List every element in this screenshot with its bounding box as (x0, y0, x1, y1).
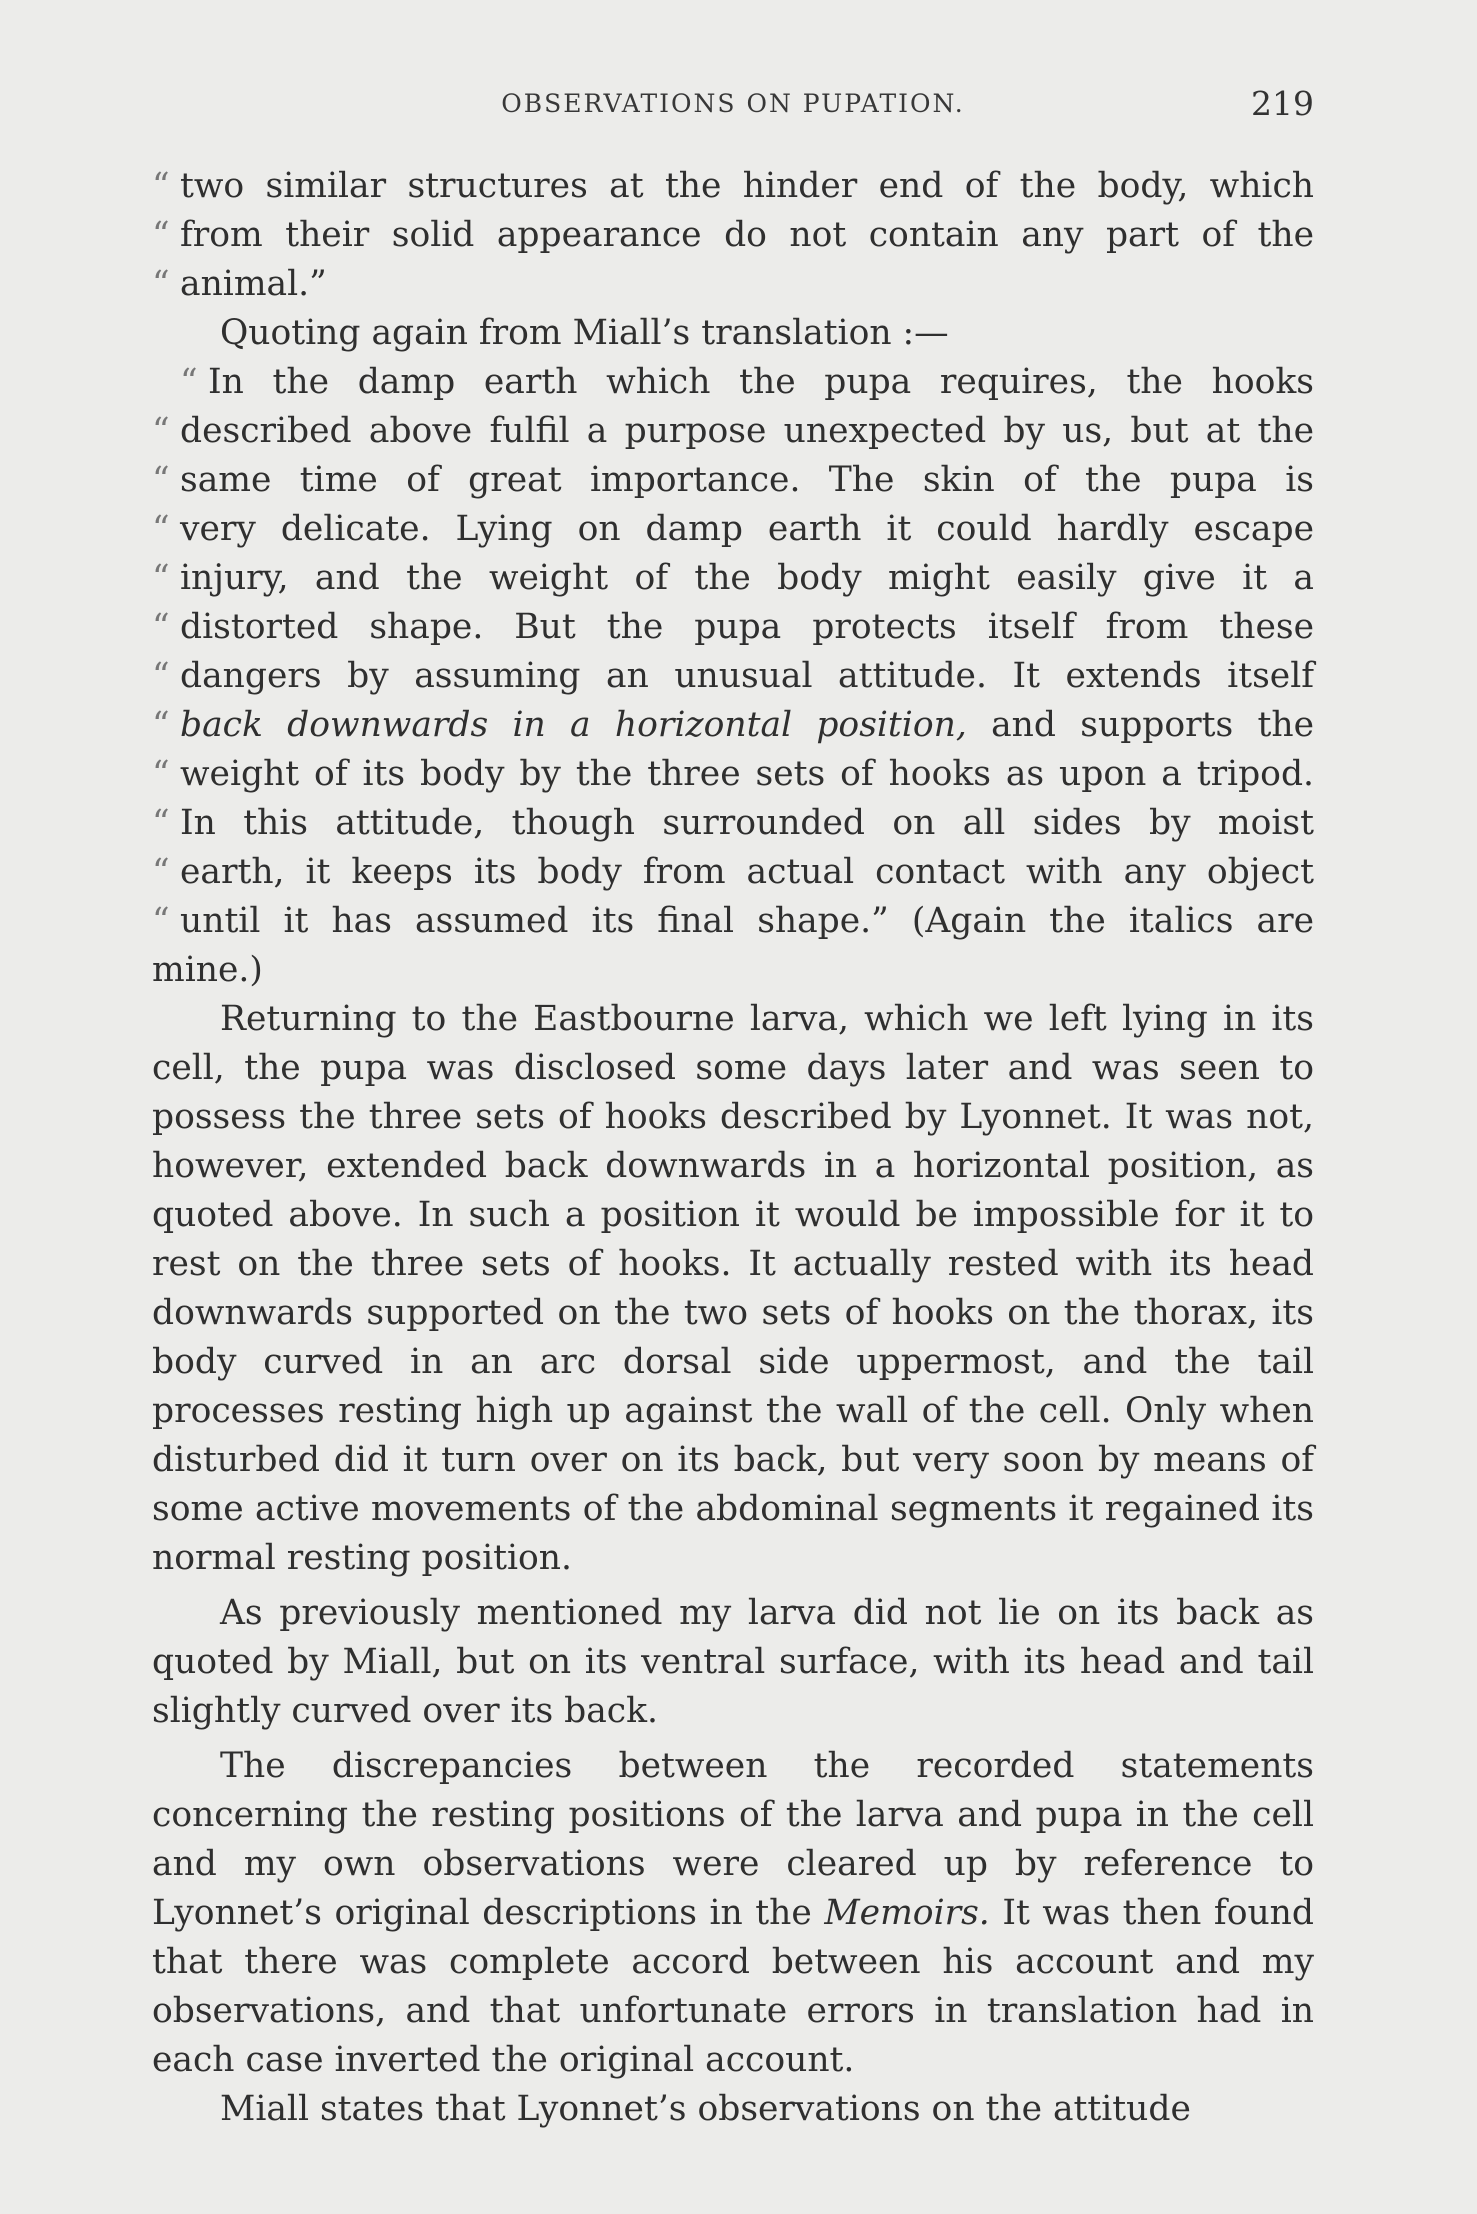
quote-line-text: distorted shape. But the pupa protects itself from these (180, 607, 1314, 647)
quote-mark: “ (152, 754, 170, 794)
quote-line (152, 358, 1314, 407)
italic-title: Memoirs. (824, 1893, 990, 1933)
quote-line (152, 162, 1314, 211)
intro-line: Quoting again from Miall’s translation :— (220, 313, 949, 353)
quote-line-text: same time of great importance. The skin of the pupa is (180, 460, 1314, 500)
quote-line-text: from their solid appearance do not contain any part of the (180, 215, 1314, 255)
quote-mark: “ (152, 460, 170, 500)
quote-line (152, 456, 1314, 505)
quote-mark: “ (180, 362, 198, 402)
quote-line (152, 505, 1314, 554)
quote-mark: “ (152, 509, 170, 549)
quote-line-text: and supports the (966, 705, 1314, 745)
paragraph: As previously mentioned my larva did not lie on its back as quoted by Miall, but on its ventral surface, with its head and tail slightly curved over its back. (152, 1593, 1314, 1731)
quote-line (152, 260, 1314, 309)
quote-mark: “ (152, 264, 170, 304)
quote-line (152, 848, 1314, 897)
quote-end-line: mine.) (152, 950, 263, 990)
page-number: 219 (1251, 84, 1314, 123)
quote-mark: “ (152, 656, 170, 696)
quote-line (152, 407, 1314, 456)
quote-line-text: until it has assumed its final shape.” (Again the italics are (180, 901, 1314, 941)
quote-mark: “ (152, 803, 170, 843)
paragraph-text: The discrepancies between the recorded statements concerning the resting positions of the larva and pupa in the cell and my own observations were cleared up by reference to Lyonnet’s original descriptions in the (152, 1746, 1314, 1933)
quote-line-text: dangers by assuming an unusual attitude. It extends itself (180, 656, 1314, 696)
quote-line (152, 603, 1314, 652)
quote-line (152, 211, 1314, 260)
quote-mark: “ (152, 411, 170, 451)
quote-line-text: In this attitude, though surrounded on all sides by moist (180, 803, 1314, 843)
quote-line (152, 652, 1314, 701)
quote-mark: “ (152, 558, 170, 598)
quote-line (152, 701, 1314, 750)
paragraph: Miall states that Lyonnet’s observations on the attitude (220, 2089, 1191, 2129)
quote-continuation (152, 162, 1314, 309)
quote-line-text: weight of its body by the three sets of hooks as upon a tripod. (180, 754, 1314, 794)
quote-mark: “ (152, 705, 170, 745)
quote-mark: “ (152, 166, 170, 206)
paragraph: Returning to the Eastbourne larva, which we left lying in its cell, the pupa was disclosed some days later and was seen to possess the three sets of hooks described by Lyonnet. It was not, however, extended back downwards in a horizontal position, as quoted above. In such a position it would be impossible for it to rest on the three sets of hooks. It actually rested with its head downwards supported on the two sets of hooks on the thorax, its body curved in an arc dorsal side uppermost, and the tail processes resting high up against the wall of the cell. Only when disturbed did it turn over on its back, but very soon by means of some active movements of the abdominal segments it regained its normal resting position. (152, 999, 1314, 1578)
quote-mark: “ (152, 215, 170, 255)
quote-line-text: described above fulfil a purpose unexpected by us, but at the (180, 411, 1314, 451)
running-title: OBSERVATIONS ON PUPATION. (501, 89, 965, 118)
quote-line-text: very delicate. Lying on damp earth it could hardly escape (180, 509, 1314, 549)
block-quote (152, 358, 1314, 995)
quote-mark: “ (152, 901, 170, 941)
quote-mark: “ (152, 852, 170, 892)
quote-line-text: earth, it keeps its body from actual contact with any object (180, 852, 1314, 892)
quote-line (152, 554, 1314, 603)
quote-line-text: injury, and the weight of the body might easily give it a (180, 558, 1314, 598)
paragraph (152, 1742, 1314, 2085)
quote-line-text: two similar structures at the hinder end of the body, which (180, 166, 1314, 206)
quote-mark: “ (152, 607, 170, 647)
italic-emphasis: back downwards in a horizontal position, (180, 705, 967, 745)
quote-line-text: animal.” (180, 264, 327, 304)
quote-line (152, 750, 1314, 799)
paragraph-text: It was then found that there was complete accord between his account and my observations, and that unfortunate errors in translation had in each case inverted the original account. (152, 1893, 1314, 2080)
quote-line (152, 897, 1314, 946)
body-text (152, 162, 1314, 2134)
page-header (152, 84, 1314, 124)
quote-line (152, 799, 1314, 848)
quote-line-text: In the damp earth which the pupa requires, the hooks (208, 362, 1314, 402)
